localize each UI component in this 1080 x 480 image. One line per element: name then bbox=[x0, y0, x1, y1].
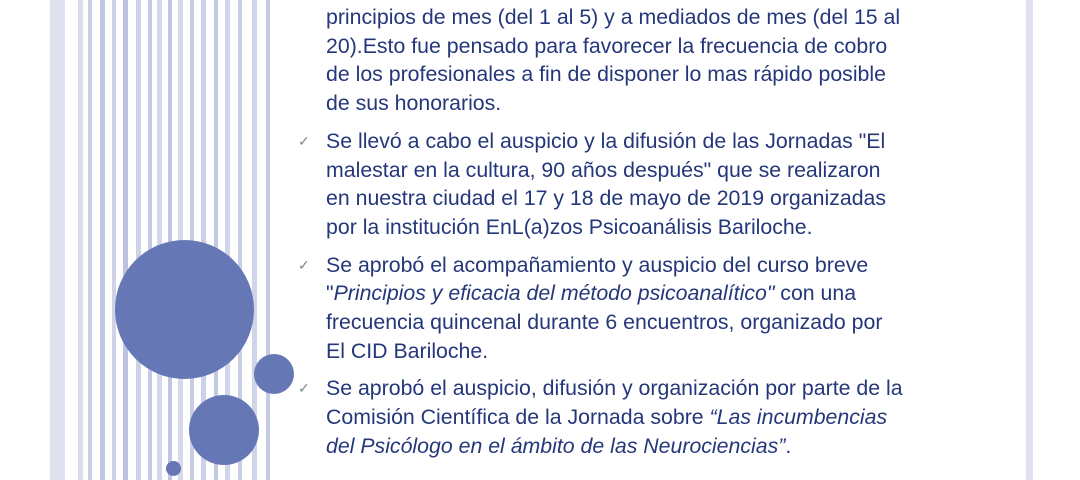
stripe bbox=[136, 0, 141, 480]
list-item bbox=[294, 127, 996, 242]
text-line: Se aprobó el auspicio, difusión y organización por parte de la bbox=[326, 376, 903, 401]
course-title: Principios y eficacia del método psicoanalítico" bbox=[333, 281, 775, 306]
check-icon: ✓ bbox=[298, 132, 310, 149]
text-line: frecuencia quincenal durante 6 encuentros, organizado por bbox=[326, 310, 883, 335]
check-icon: ✓ bbox=[298, 380, 310, 397]
stripe bbox=[123, 0, 128, 480]
text-line: Se aprobó el acompañamiento y auspicio del curso breve bbox=[326, 252, 869, 277]
text-line bbox=[326, 403, 996, 432]
text-line: por la institución EnL(a)zos Psicoanálisis Bariloche. bbox=[326, 214, 813, 239]
text-line: El CID Bariloche. bbox=[326, 338, 489, 363]
check-icon: ✓ bbox=[298, 256, 310, 273]
stripe bbox=[168, 0, 172, 480]
medium-circle bbox=[189, 395, 259, 465]
stripe bbox=[148, 0, 152, 480]
stripe bbox=[88, 0, 92, 480]
stripe bbox=[157, 0, 162, 480]
text-line: malestar en la cultura, 90 años después" que se realizaron bbox=[326, 157, 881, 182]
large-circle bbox=[115, 240, 254, 379]
tiny-circle bbox=[166, 461, 181, 476]
text-line: 20).Esto fue pensado para favorecer la frecuencia de cobro bbox=[326, 33, 888, 58]
text-line bbox=[326, 432, 996, 461]
list-item bbox=[294, 251, 996, 366]
list-item bbox=[294, 374, 996, 460]
text-line: en nuestra ciudad el 17 y 18 de mayo de 2019 organizadas bbox=[326, 186, 887, 211]
text-line: Se llevó a cabo el auspicio y la difusión de las Jornadas "El bbox=[326, 128, 886, 153]
stripe bbox=[78, 0, 83, 480]
text-fragment: con una bbox=[774, 281, 857, 306]
text-line: principios de mes (del 1 al 5) y a mediados de mes (del 15 al bbox=[326, 5, 901, 29]
text-fragment: . bbox=[785, 433, 792, 458]
continued-paragraph bbox=[294, 3, 996, 118]
text-fragment: Comisión Científica de la Jornada sobre bbox=[326, 405, 710, 430]
document-body bbox=[294, 0, 996, 461]
stripe bbox=[100, 0, 105, 480]
text-fragment: " bbox=[326, 281, 334, 306]
stripe bbox=[266, 0, 270, 480]
small-circle bbox=[254, 354, 294, 394]
text-line bbox=[326, 279, 996, 308]
text-line: de sus honorarios. bbox=[326, 91, 502, 116]
event-title: del Psicólogo en el ámbito de las Neurociencias” bbox=[326, 433, 786, 458]
text-line: de los profesionales a fin de disponer lo mas rápido posible bbox=[326, 62, 886, 87]
stripe bbox=[112, 0, 116, 480]
event-title: “Las incumbencias bbox=[709, 405, 888, 430]
stripe bbox=[252, 0, 257, 480]
